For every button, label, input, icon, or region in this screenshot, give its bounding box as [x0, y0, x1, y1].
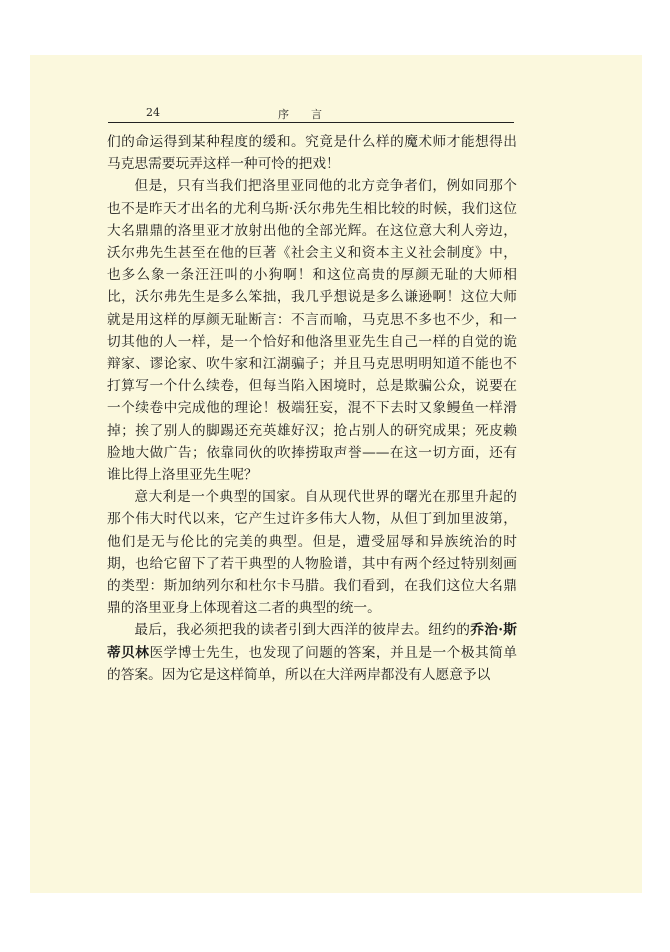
- running-title: 序言: [278, 108, 344, 121]
- paragraph-4-text-after: 医学博士先生，也发现了问题的答案，并且是一个极其简单的答案。因为它是这样简单，所以在大洋两岸都没有人愿意予以: [107, 644, 517, 683]
- page-header: [108, 106, 514, 123]
- paragraph-3: 意大利是一个典型的国家。自从现代世界的曙光在那里升起的那个伟大时代以来，它产生过许多伟大人物，从但丁到加里波第，他们是无与伦比的完美的典型。但是，遭受屈辱和异族统治的时期，也给它留下了若干典型的人物脸谱，其中有两个经过特别刻画的类型：斯加纳列尔和杜尔卡马腊。我们看到，在我们这位大名鼎鼎的洛里亚身上体现着这二者的典型的统一。: [107, 489, 517, 617]
- page-number: 24: [146, 106, 160, 119]
- paragraph-1: 们的命运得到某种程度的缓和。究竟是什么样的魔术师才能想得出马克思需要玩弄这样一种可怜的把戏！: [107, 134, 517, 173]
- paragraph-4: [107, 619, 517, 686]
- body-text: [107, 131, 517, 686]
- person-name-bold: 乔治·斯蒂贝林: [107, 622, 517, 661]
- paragraph-4-text-before: 最后，我必须把我的读者引到大西洋的彼岸去。纽约的: [134, 622, 471, 639]
- paragraph-2: 但是，只有当我们把洛里亚同他的北方竞争者们，例如同那个也不是昨天才出名的尤利乌斯·沃尔弗先生相比较的时候，我们这位大名鼎鼎的洛里亚才放射出他的全部光辉。在这位意大利人旁边，沃尔弗先生甚至在他的巨著《社会主义和资本主义社会制度》中，也多么象一条汪汪叫的小狗啊！和这位高贵的厚颜无耻的大师相比，沃尔弗先生是多么笨拙，我几乎想说是多么谦逊啊！这位大师就是用这样的厚颜无耻断言：不言而喻，马克思不多也不少，和一切其他的人一样，是一个恰好和他洛里亚先生自己一样的自觉的诡辩家、谬论家、吹牛家和江湖骗子；并且马克思明明知道不能也不打算写一个什么续卷，但每当陷入困境时，总是欺骗公众，说要在一个续卷中完成他的理论！极端狂妄，混不下去时又象鳗鱼一样滑掉；挨了别人的脚踢还充英雄好汉；抢占别人的研究成果；死皮赖脸地大做广告；依靠同伙的吹捧捞取声誉——在这一切方面，还有谁比得上洛里亚先生呢？: [107, 178, 517, 484]
